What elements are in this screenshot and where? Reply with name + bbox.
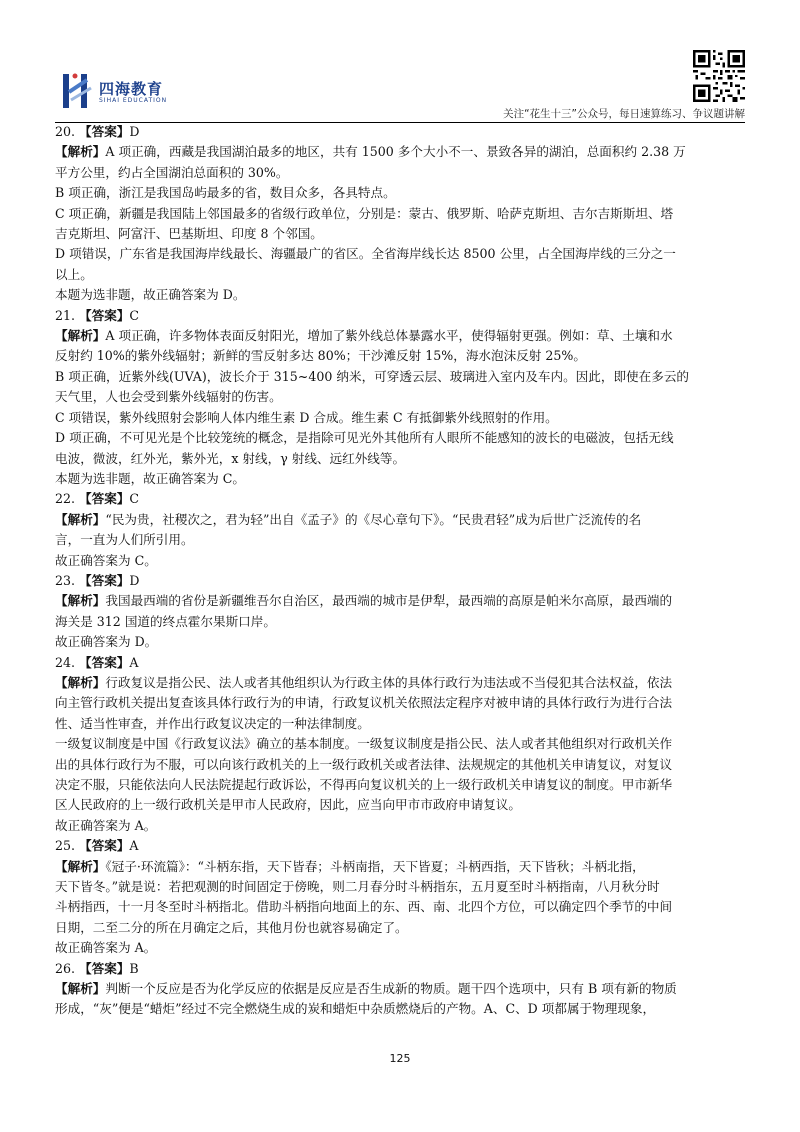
explanation-line: 区人民政府的上一级行政机关是甲市人民政府，因此，应当向甲市市政府申请复议。	[55, 797, 521, 813]
explanation-line: D 项错误，广东省是我国海岸线最长、海疆最广的省区。全省海岸线长达 8500 公里，占全国海岸线的三分之一	[55, 246, 676, 262]
explanation-line: 【解析】判断一个反应是否为化学反应的依据是反应是否生成新的物质。题干四个选项中，只有 B 项有新的物质	[55, 981, 677, 997]
answer-item	[55, 959, 745, 1020]
explanation-line: 言，一直为人们所引用。	[55, 532, 194, 548]
header-tagline: 关注“花生十三”公众号，每日速算练习、争议题讲解	[503, 108, 745, 120]
logo-text: 四海教育	[99, 80, 164, 98]
explanation-line: 【解析】A 项正确，许多物体表面反射阳光，增加了紫外线总体暴露水平，使得辐射更强。例如：草、土壤和水	[55, 328, 673, 344]
qr-code-icon	[693, 50, 745, 102]
explanation-line: C 项错误，紫外线照射会影响人体内维生素 D 合成。维生素 C 有抵御紫外线照射的作用。	[55, 409, 558, 425]
explanation-line: 海关是 312 国道的终点霍尔果斯口岸。	[55, 613, 276, 629]
explanation-line: 【解析】A 项正确，西藏是我国湖泊最多的地区，共有 1500 多个大小不一、景致各异的湖泊，总面积约 2.38 万	[55, 144, 686, 160]
explanation-line: B 项正确，近紫外线(UVA)，波长介于 315~400 纳米，可穿透云层、玻璃进入室内及车内。因此，即使在多云的	[55, 368, 690, 384]
explanation-line: 平方公里，约占全国湖泊总面积的 30%。	[55, 164, 289, 180]
answer-item	[55, 653, 745, 837]
answer-item	[55, 571, 745, 653]
explanation-line: 【解析】行政复议是指公民、法人或者其他组织认为行政主体的具体行政行为违法或不当侵犯其合法权益，依法	[55, 674, 673, 690]
explanation-line: 性、适当性审查，并作出行政复议决定的一种法律制度。	[55, 715, 370, 731]
explanation-line: D 项正确，不可见光是个比较笼统的概念，是指除可见光外其他所有人眼所不能感知的波长的电磁波，包括无线	[55, 430, 674, 446]
explanation-line: 日期，二至二分的所在月确定之后，其他月份也就容易确定了。	[55, 919, 408, 935]
explanation-line: 【解析】“民为贵，社稷次之，君为轻”出自《孟子》的《尽心章句下》。“民贵君轻”成为后世广泛流传的名	[55, 511, 642, 527]
answer-heading: 26. 【答案】B	[55, 960, 139, 976]
answer-item	[55, 306, 745, 490]
logo-mark-icon	[61, 70, 95, 112]
explanation-line: 天气里，人也会受到紫外线辐射的伤害。	[55, 389, 282, 405]
explanation-line: 出的具体行政行为不服，可以向该行政机关的上一级行政机关或者法律、法规规定的其他机关申请复议，对复议	[55, 756, 673, 772]
explanation-line: 【解析】我国最西端的省份是新疆维吾尔自治区，最西端的城市是伊犁，最西端的高原是帕米尔高原，最西端的	[55, 593, 673, 609]
explanation-line: 【解析】《冠子·环流篇》：“斗柄东指，天下皆春；斗柄南指，天下皆夏；斗柄西指，天下皆秋；斗柄北指，	[55, 858, 645, 874]
explanation-line: 反射约 10%的紫外线辐射；新鲜的雪反射多达 80%；干沙滩反射 15%，海水泡沫反射 25%。	[55, 348, 586, 364]
answer-list	[55, 122, 745, 1020]
explanation-line: C 项正确，新疆是我国陆上邻国最多的省级行政单位，分别是：蒙古、俄罗斯、哈萨克斯坦、吉尔吉斯斯坦、塔	[55, 205, 674, 221]
explanation-line: 天下皆冬。”就是说：若把观测的时间固定于傍晚，则二月春分时斗柄指东，五月夏至时斗柄指南，八月秋分时	[55, 879, 660, 895]
explanation-line: 吉克斯坦、阿富汗、巴基斯坦、印度 8 个邻国。	[55, 226, 323, 242]
answer-heading: 23. 【答案】D	[55, 572, 140, 588]
logo-subtitle: SIHAI EDUCATION	[99, 97, 168, 104]
logo	[55, 70, 175, 114]
explanation-line: B 项正确，浙江是我国岛屿最多的省，数目众多，各具特点。	[55, 185, 396, 201]
explanation-line: 故正确答案为 C。	[55, 552, 157, 568]
answer-heading: 22. 【答案】C	[55, 491, 140, 507]
page-number: 125	[389, 1052, 411, 1065]
explanation-line: 故正确答案为 A。	[55, 940, 157, 956]
answer-heading: 25. 【答案】A	[55, 838, 139, 854]
explanation-line: 向主管行政机关提出复查该具体行政行为的申请，行政复议机关依照法定程序对被申请的具体行政行为进行合法	[55, 695, 673, 711]
explanation-line: 故正确答案为 D。	[55, 634, 158, 650]
answer-item	[55, 122, 745, 306]
explanation-line: 本题为选非题，故正确答案为 D。	[55, 287, 246, 303]
answer-heading: 21. 【答案】C	[55, 307, 140, 323]
explanation-line: 以上。	[55, 266, 93, 282]
page-header	[55, 50, 745, 126]
explanation-line: 一级复议制度是中国《行政复议法》确立的基本制度。一级复议制度是指公民、法人或者其他组织对行政机关作	[55, 736, 673, 752]
answer-item	[55, 836, 745, 958]
explanation-line: 斗柄指西，十一月冬至时斗柄指北。借助斗柄指向地面上的东、西、南、北四个方位，可以确定四个季节的中间	[55, 899, 673, 915]
answer-heading: 20. 【答案】D	[55, 124, 140, 139]
answer-heading: 24. 【答案】A	[55, 654, 139, 670]
explanation-line: 决定不服，只能依法向人民法院提起行政诉讼，不得再向复议机关的上一级行政机关申请复议的制度。甲市新华	[55, 777, 673, 792]
explanation-line: 本题为选非题，故正确答案为 C。	[55, 470, 245, 486]
answer-item	[55, 489, 745, 571]
explanation-line: 形成，“灰”便是“蜡炬”经过不完全燃烧生成的炭和蜡炬中杂质燃烧后的产物。A、C、D 项都属于物理现象，	[55, 1001, 656, 1017]
explanation-line: 电波，微波，红外光，紫外光，x 射线，γ 射线、远红外线等。	[55, 450, 406, 466]
explanation-line: 故正确答案为 A。	[55, 817, 157, 833]
